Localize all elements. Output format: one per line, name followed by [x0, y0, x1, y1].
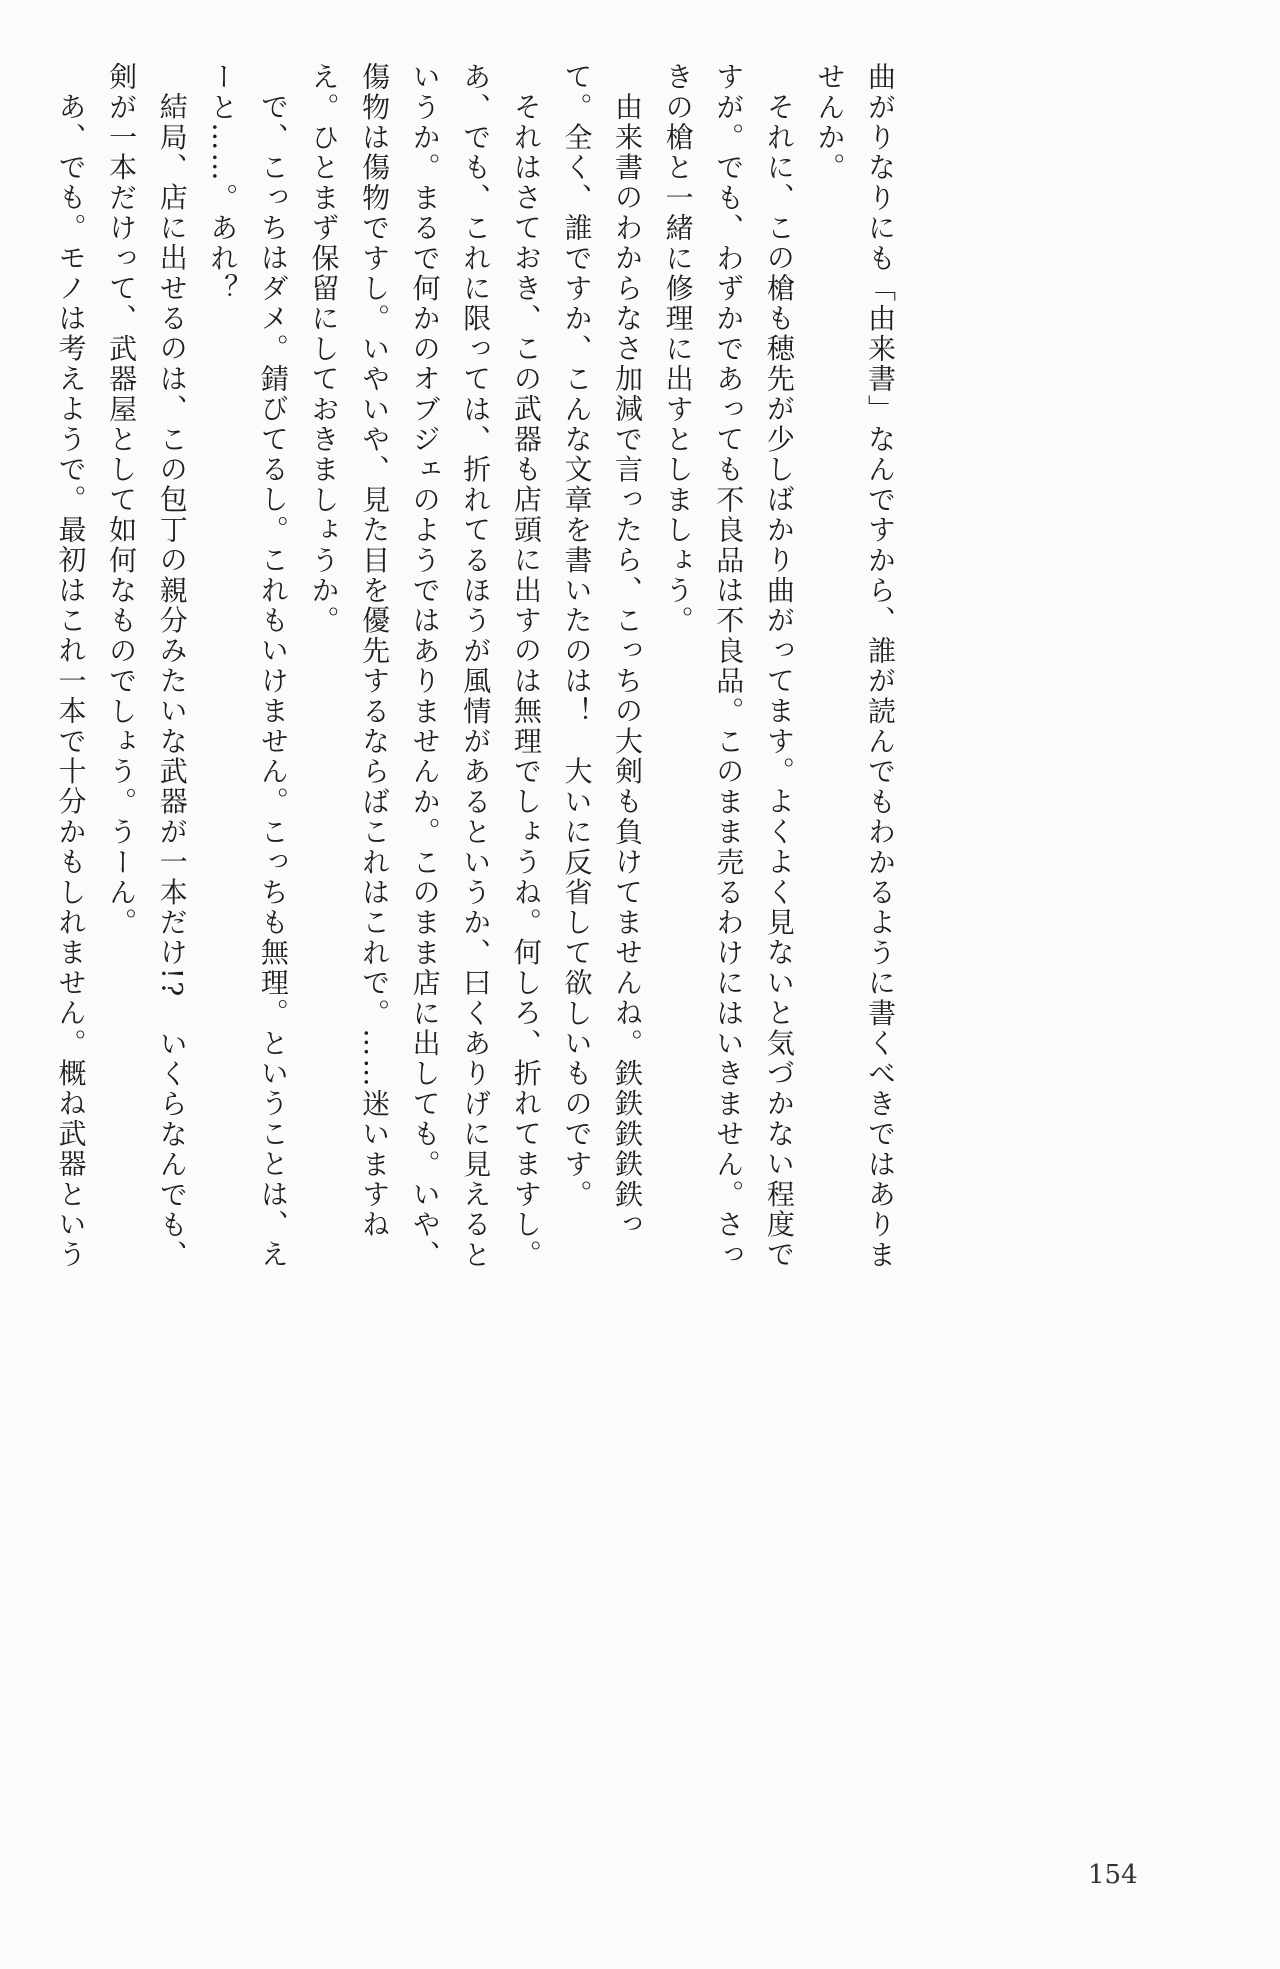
page-number: 154 — [1088, 1860, 1138, 1890]
text-line: て。全く、誰ですか、こんな文章を書いたのは！ 大いに反省して欲しいものです。 — [560, 62, 594, 1210]
text-line: 結局、店に出せるのは、この包丁の親分みたいな武器が一本だけ!? いくらなんでも、 — [155, 92, 189, 1271]
text-line: 傷物は傷物ですし。いやいや、見た目を優先するならばこれはこれで。……迷いますね — [358, 62, 392, 1240]
text-line: せんか。 — [813, 62, 847, 183]
body-text — [45, 62, 905, 1282]
text-line: 剣が一本だけって、武器屋として如何なものでしょう。うーん。 — [105, 62, 139, 938]
text-line: いうか。まるで何かのオブジェのようではありませんか。このまま店に出しても。いや、 — [408, 62, 442, 1270]
text-line: すが。でも、わずかであっても不良品は不良品。このまま売るわけにはいきません。さっ — [712, 62, 746, 1270]
text-line: で、こっちはダメ。錆びてるし。これもいけません。こっちも無理。ということは、え — [256, 92, 290, 1271]
text-line: 由来書のわからなさ加減で言ったら、こっちの大剣も負けてませんね。鉄鉄鉄鉄鉄っ — [611, 92, 645, 1240]
text-line: え。ひとまず保留にしておきましょうか。 — [307, 62, 341, 636]
text-line: ーと……。あれ？ — [206, 62, 240, 304]
text-line: それに、この槍も穂先が少しばかり曲がってます。よくよく見ないと気づかない程度で — [762, 92, 796, 1271]
text-line: あ、でも、これに限っては、折れてるほうが風情があるというか、曰くありげに見えると — [459, 62, 493, 1270]
text-line: あ、でも。モノは考えようで。最初はこれ一本で十分かもしれません。概ね武器という — [54, 92, 88, 1271]
text-line: きの槍と一緒に修理に出すとしましょう。 — [661, 62, 695, 636]
text-line: それはさておき、この武器も店頭に出すのは無理でしょうね。何しろ、折れてますし。 — [509, 92, 543, 1271]
text-line: 曲がりなりにも「由来書」なんですから、誰が読んでもわかるように書くべきではありま — [864, 62, 897, 1270]
